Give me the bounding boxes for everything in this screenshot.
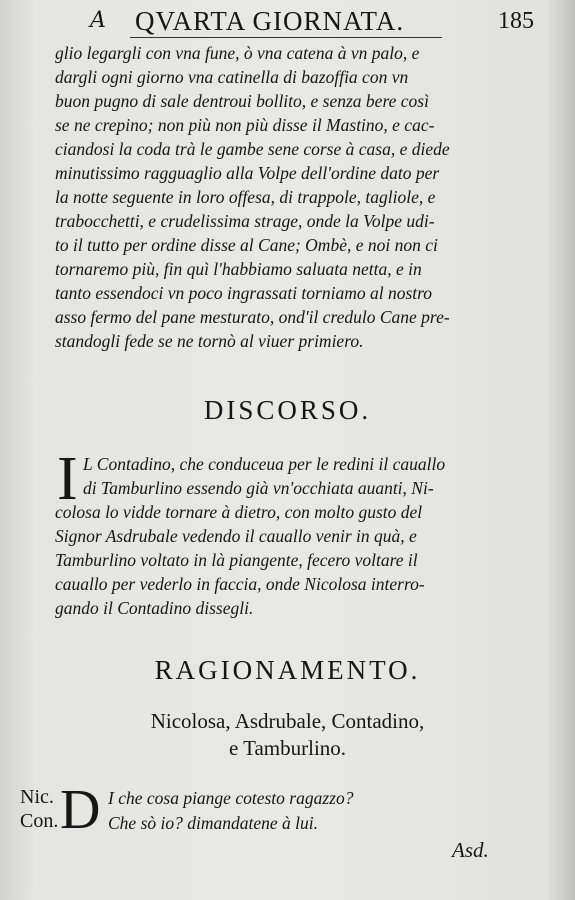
text-line: la notte seguente in loro offesa, di trappole, tagliole, e bbox=[55, 187, 436, 207]
text-line: buon pugno di sale dentroui bollito, e senza bere così bbox=[55, 91, 429, 111]
section-title-discorso: DISCORSO. bbox=[203, 395, 372, 425]
running-head: QVARTA GIORNATA. bbox=[135, 6, 405, 36]
text-line: dargli ogni giorno vna catinella di bazoffia con vn bbox=[55, 67, 409, 87]
text-line: cauallo per vederlo in faccia, onde Nicolosa interro- bbox=[55, 574, 425, 594]
cast-list-line: e Tamburlino. bbox=[228, 736, 347, 760]
text-line: to il tutto per ordine disse al Cane; Ombè, e noi non ci bbox=[55, 235, 438, 255]
text-line: tornaremo più, fin quì l'habbiamo saluata netta, e in bbox=[55, 259, 422, 279]
discorso-text bbox=[55, 445, 525, 619]
text-line: L Contadino, che conduceua per le redini il cauallo bbox=[83, 454, 446, 474]
page-edge-shadow bbox=[545, 0, 575, 900]
text-line: asso fermo del pane mesturato, ond'il credulo Cane pre- bbox=[55, 307, 450, 327]
catchword: Asd. bbox=[452, 838, 489, 862]
text-line: tanto essendoci vn poco ingrassati torniamo al nostro bbox=[55, 283, 433, 303]
text-line: glio legargli con vna fune, ò vna catena à vn palo, e bbox=[55, 43, 420, 63]
dialogue-line: Che sò io? dimandatene à lui. bbox=[108, 813, 318, 833]
text-line: colosa lo vidde tornare à dietro, con molto gusto del bbox=[55, 502, 423, 522]
header-rule bbox=[130, 37, 442, 38]
page-number: 185 bbox=[498, 8, 534, 34]
text-line: di Tamburlino essendo già vn'occhiata auanti, Ni- bbox=[83, 478, 434, 498]
drop-cap: D bbox=[60, 779, 101, 841]
text-line: trabocchetti, e crudelissima strage, onde la Volpe udi- bbox=[55, 211, 435, 231]
dialogue-line: I che cosa piange cotesto ragazzo? bbox=[108, 788, 354, 808]
cast-list-line: Nicolosa, Asdrubale, Contadino, bbox=[150, 709, 425, 733]
section-title-ragionamento: RAGIONAMENTO. bbox=[154, 655, 421, 685]
header-left-mark: A bbox=[90, 8, 106, 33]
text-line: gando il Contadino dissegli. bbox=[55, 598, 254, 618]
text-line: Signor Asdrubale vedendo il cauallo venir in quà, e bbox=[55, 526, 417, 546]
text-line: Tamburlino voltato in là piangente, fecero voltare il bbox=[55, 550, 418, 570]
text-line: minutissimo ragguaglio alla Volpe dell'ordine dato per bbox=[55, 163, 440, 183]
text-line: ciandosi la coda trà le gambe sene corse à casa, e diede bbox=[55, 139, 450, 159]
text-line: se ne crepino; non più non più disse il Mastino, e cac- bbox=[55, 115, 435, 135]
dialogue bbox=[20, 779, 520, 846]
speaker-label: Con. bbox=[20, 810, 59, 832]
story-text bbox=[55, 41, 525, 353]
drop-cap: I bbox=[57, 445, 78, 513]
speaker-label: Nic. bbox=[20, 786, 54, 808]
page-header bbox=[0, 2, 575, 36]
text-line: standogli fede se ne tornò al viuer primiero. bbox=[55, 331, 364, 351]
